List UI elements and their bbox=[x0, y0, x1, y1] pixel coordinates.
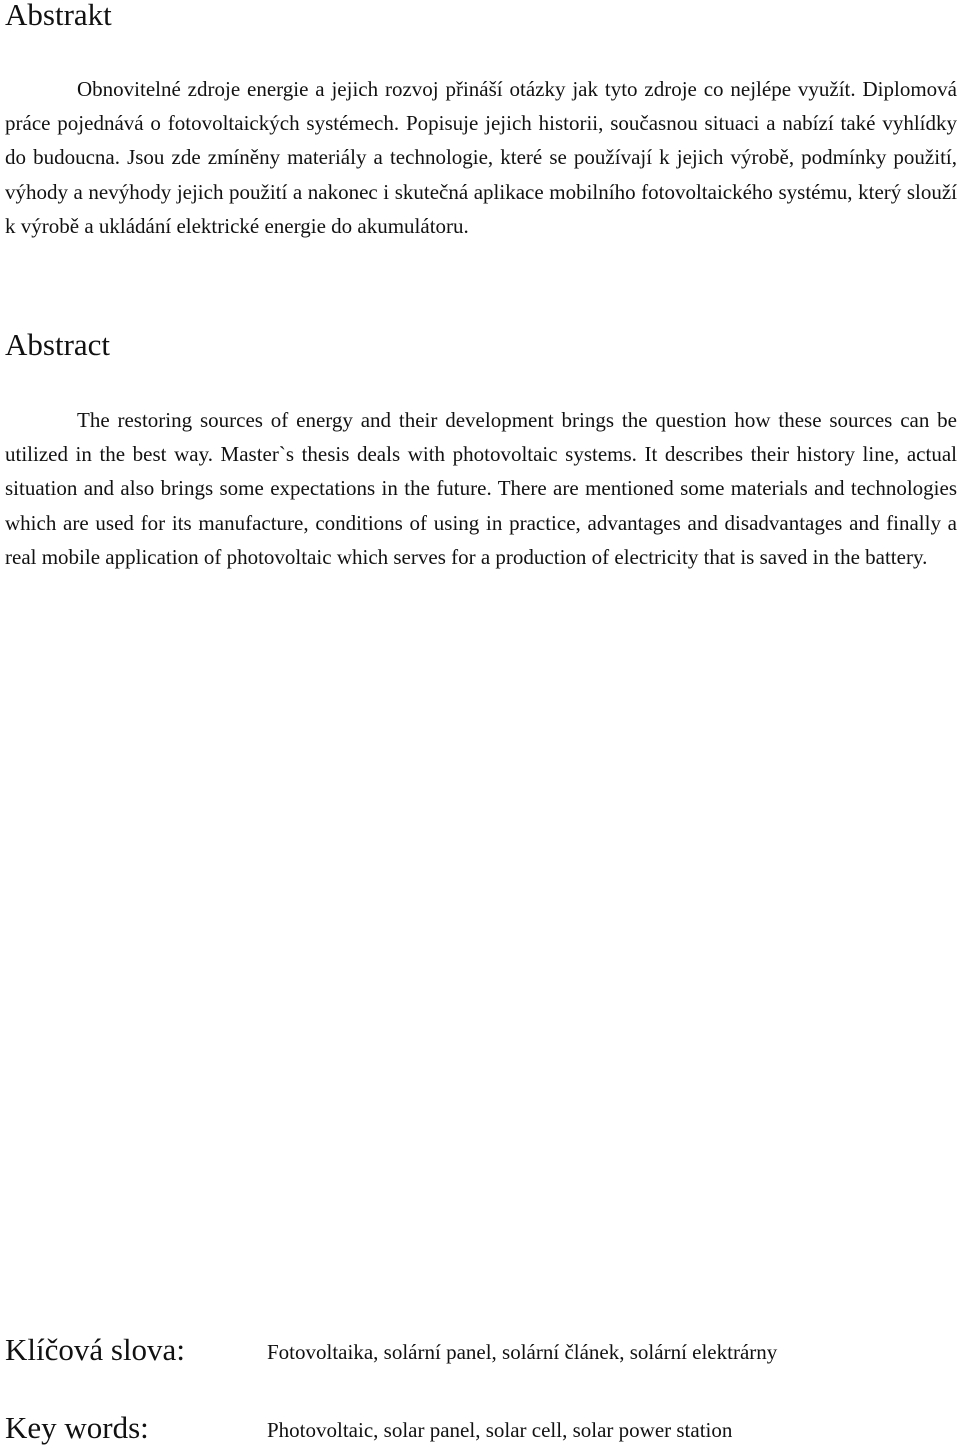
abstrakt-paragraph: Obnovitelné zdroje energie a jejich rozvoj přináší otázky jak tyto zdroje co nejlépe využít. Diplomová práce pojednává o fotovoltaických systémech. Popisuje jejich historii, současnou situaci a nabízí také vyhlídky do budoucna. Jsou zde zmíněny materiály a technologie, které se používají k jejich výrobě, podmínky použití, výhody a nevýhody jejich použití a nakonec i skutečná aplikace mobilního fotovoltaického systému, který slouží k výrobě a ukládání elektrické energie do akumulátoru. bbox=[5, 77, 957, 238]
abstrakt-heading: Abstrakt bbox=[5, 0, 112, 32]
abstract-paragraph: The restoring sources of energy and their development brings the question how these sources can be utilized in the best way. Master`s thesis deals with photovoltaic systems. It describes their history line, actual situation and also brings some expectations in the future. There are mentioned some materials and technologies which are used for its manufacture, conditions of using in practice, advantages and disadvantages and finally a real mobile application of photovoltaic which serves for a production of electricity that is saved in the battery. bbox=[5, 408, 957, 569]
keywords-en-value: Photovoltaic, solar panel, solar cell, solar power station bbox=[267, 1418, 733, 1442]
abstract-heading: Abstract bbox=[5, 327, 111, 362]
keywords-en-label: Key words: bbox=[5, 1410, 149, 1445]
keywords-en-row bbox=[5, 1410, 955, 1450]
keywords-cz-label: Klíčová slova: bbox=[5, 1332, 185, 1367]
keywords-cz-row bbox=[5, 1332, 955, 1372]
keywords-cz-value: Fotovoltaika, solární panel, solární článek, solární elektrárny bbox=[267, 1340, 778, 1364]
